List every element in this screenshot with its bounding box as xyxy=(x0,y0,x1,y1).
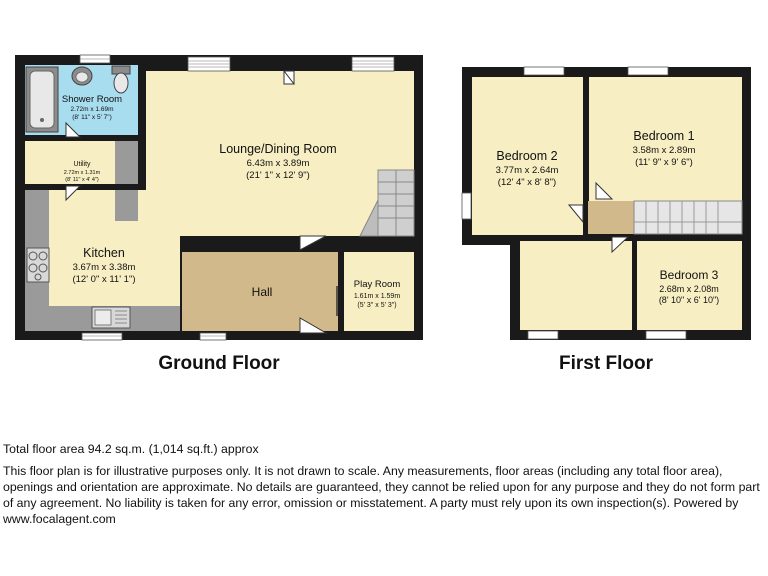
kitchen-window xyxy=(82,333,122,340)
utility-metric: 2.72m x 1.31m xyxy=(63,170,101,176)
bedroom-3-left-floor xyxy=(520,241,632,330)
kitchen-metric: 3.67m x 3.38m xyxy=(72,262,136,273)
first-floor-title: First Floor xyxy=(559,353,653,374)
ground-floor-title: Ground Floor xyxy=(158,353,280,374)
landing xyxy=(588,201,634,234)
bedroom-3-metric: 2.68m x 2.08m xyxy=(659,284,719,294)
bedroom-3-imperial: (8' 10" x 6' 10") xyxy=(658,295,720,305)
shower-room-name: Shower Room xyxy=(61,94,123,105)
bedroom-1-name: Bedroom 1 xyxy=(633,129,695,143)
utility-counter xyxy=(115,141,138,184)
kitchen-name: Kitchen xyxy=(83,246,125,260)
lounge-metric: 6.43m x 3.89m xyxy=(246,158,310,169)
first-floor-plan xyxy=(462,67,751,374)
lounge-name: Lounge/Dining Room xyxy=(219,142,337,156)
kitchen-imperial: (12' 0" x 11' 1") xyxy=(72,274,136,285)
bedroom-3-window-right xyxy=(646,331,686,339)
kitchen-sink-bowl xyxy=(95,310,111,325)
bedroom-3-name: Bedroom 3 xyxy=(659,268,719,282)
bedroom-1-window xyxy=(628,67,668,75)
kitchen-counter-upper xyxy=(115,190,138,221)
total-floor-area: Total floor area 94.2 sq.m. (1,014 sq.ft.) approx xyxy=(3,442,259,456)
hall-window xyxy=(200,333,226,340)
utility-name: Utility xyxy=(73,161,91,168)
play-room-name: Play Room xyxy=(353,279,401,290)
play-room-floor xyxy=(344,252,414,331)
shower-room-metric: 2.72m x 1.69m xyxy=(70,106,114,113)
toilet-bowl xyxy=(114,73,128,93)
bedroom-2-metric: 3.77m x 2.64m xyxy=(495,165,559,176)
disclaimer-text: This floor plan is for illustrative purposes only. It is not drawn to scale. Any measurements, floor areas (including any total floor area), openings and orientation are approximate. No details are guaranteed, they cannot be relied upon for any purpose and they do not form part of any agreement. No liability is taken for any error, omission or misstatement. A party must rely upon its own inspection(s). Powered by www.focalagent.com xyxy=(3,464,760,526)
lounge-door-swing xyxy=(284,71,294,84)
play-room-imperial: (5' 3" x 5' 3") xyxy=(357,302,397,309)
shower-room-imperial: (8' 11" x 5' 7") xyxy=(72,114,112,121)
ground-floor-plan xyxy=(15,55,423,374)
utility-imperial: (8' 11" x 4' 4") xyxy=(65,177,99,183)
bedroom-3-window-left xyxy=(528,331,558,339)
bedroom-2-imperial: (12' 4" x 8' 8") xyxy=(497,177,557,188)
bedroom-1-imperial: (11' 9" x 9' 6") xyxy=(635,157,693,168)
first-floor-stairs xyxy=(634,201,742,234)
bedroom-2-name: Bedroom 2 xyxy=(496,149,558,163)
play-room-metric: 1.61m x 1.59m xyxy=(353,293,401,300)
bedroom-2-side-window xyxy=(462,193,471,219)
shower-drain xyxy=(40,118,44,122)
wash-basin-bowl xyxy=(76,72,88,82)
lounge-imperial: (21' 1" x 12' 9") xyxy=(246,170,310,181)
bedroom-2-window xyxy=(524,67,564,75)
hall-name: Hall xyxy=(251,285,273,299)
bedroom-1-metric: 3.58m x 2.89m xyxy=(632,145,696,156)
